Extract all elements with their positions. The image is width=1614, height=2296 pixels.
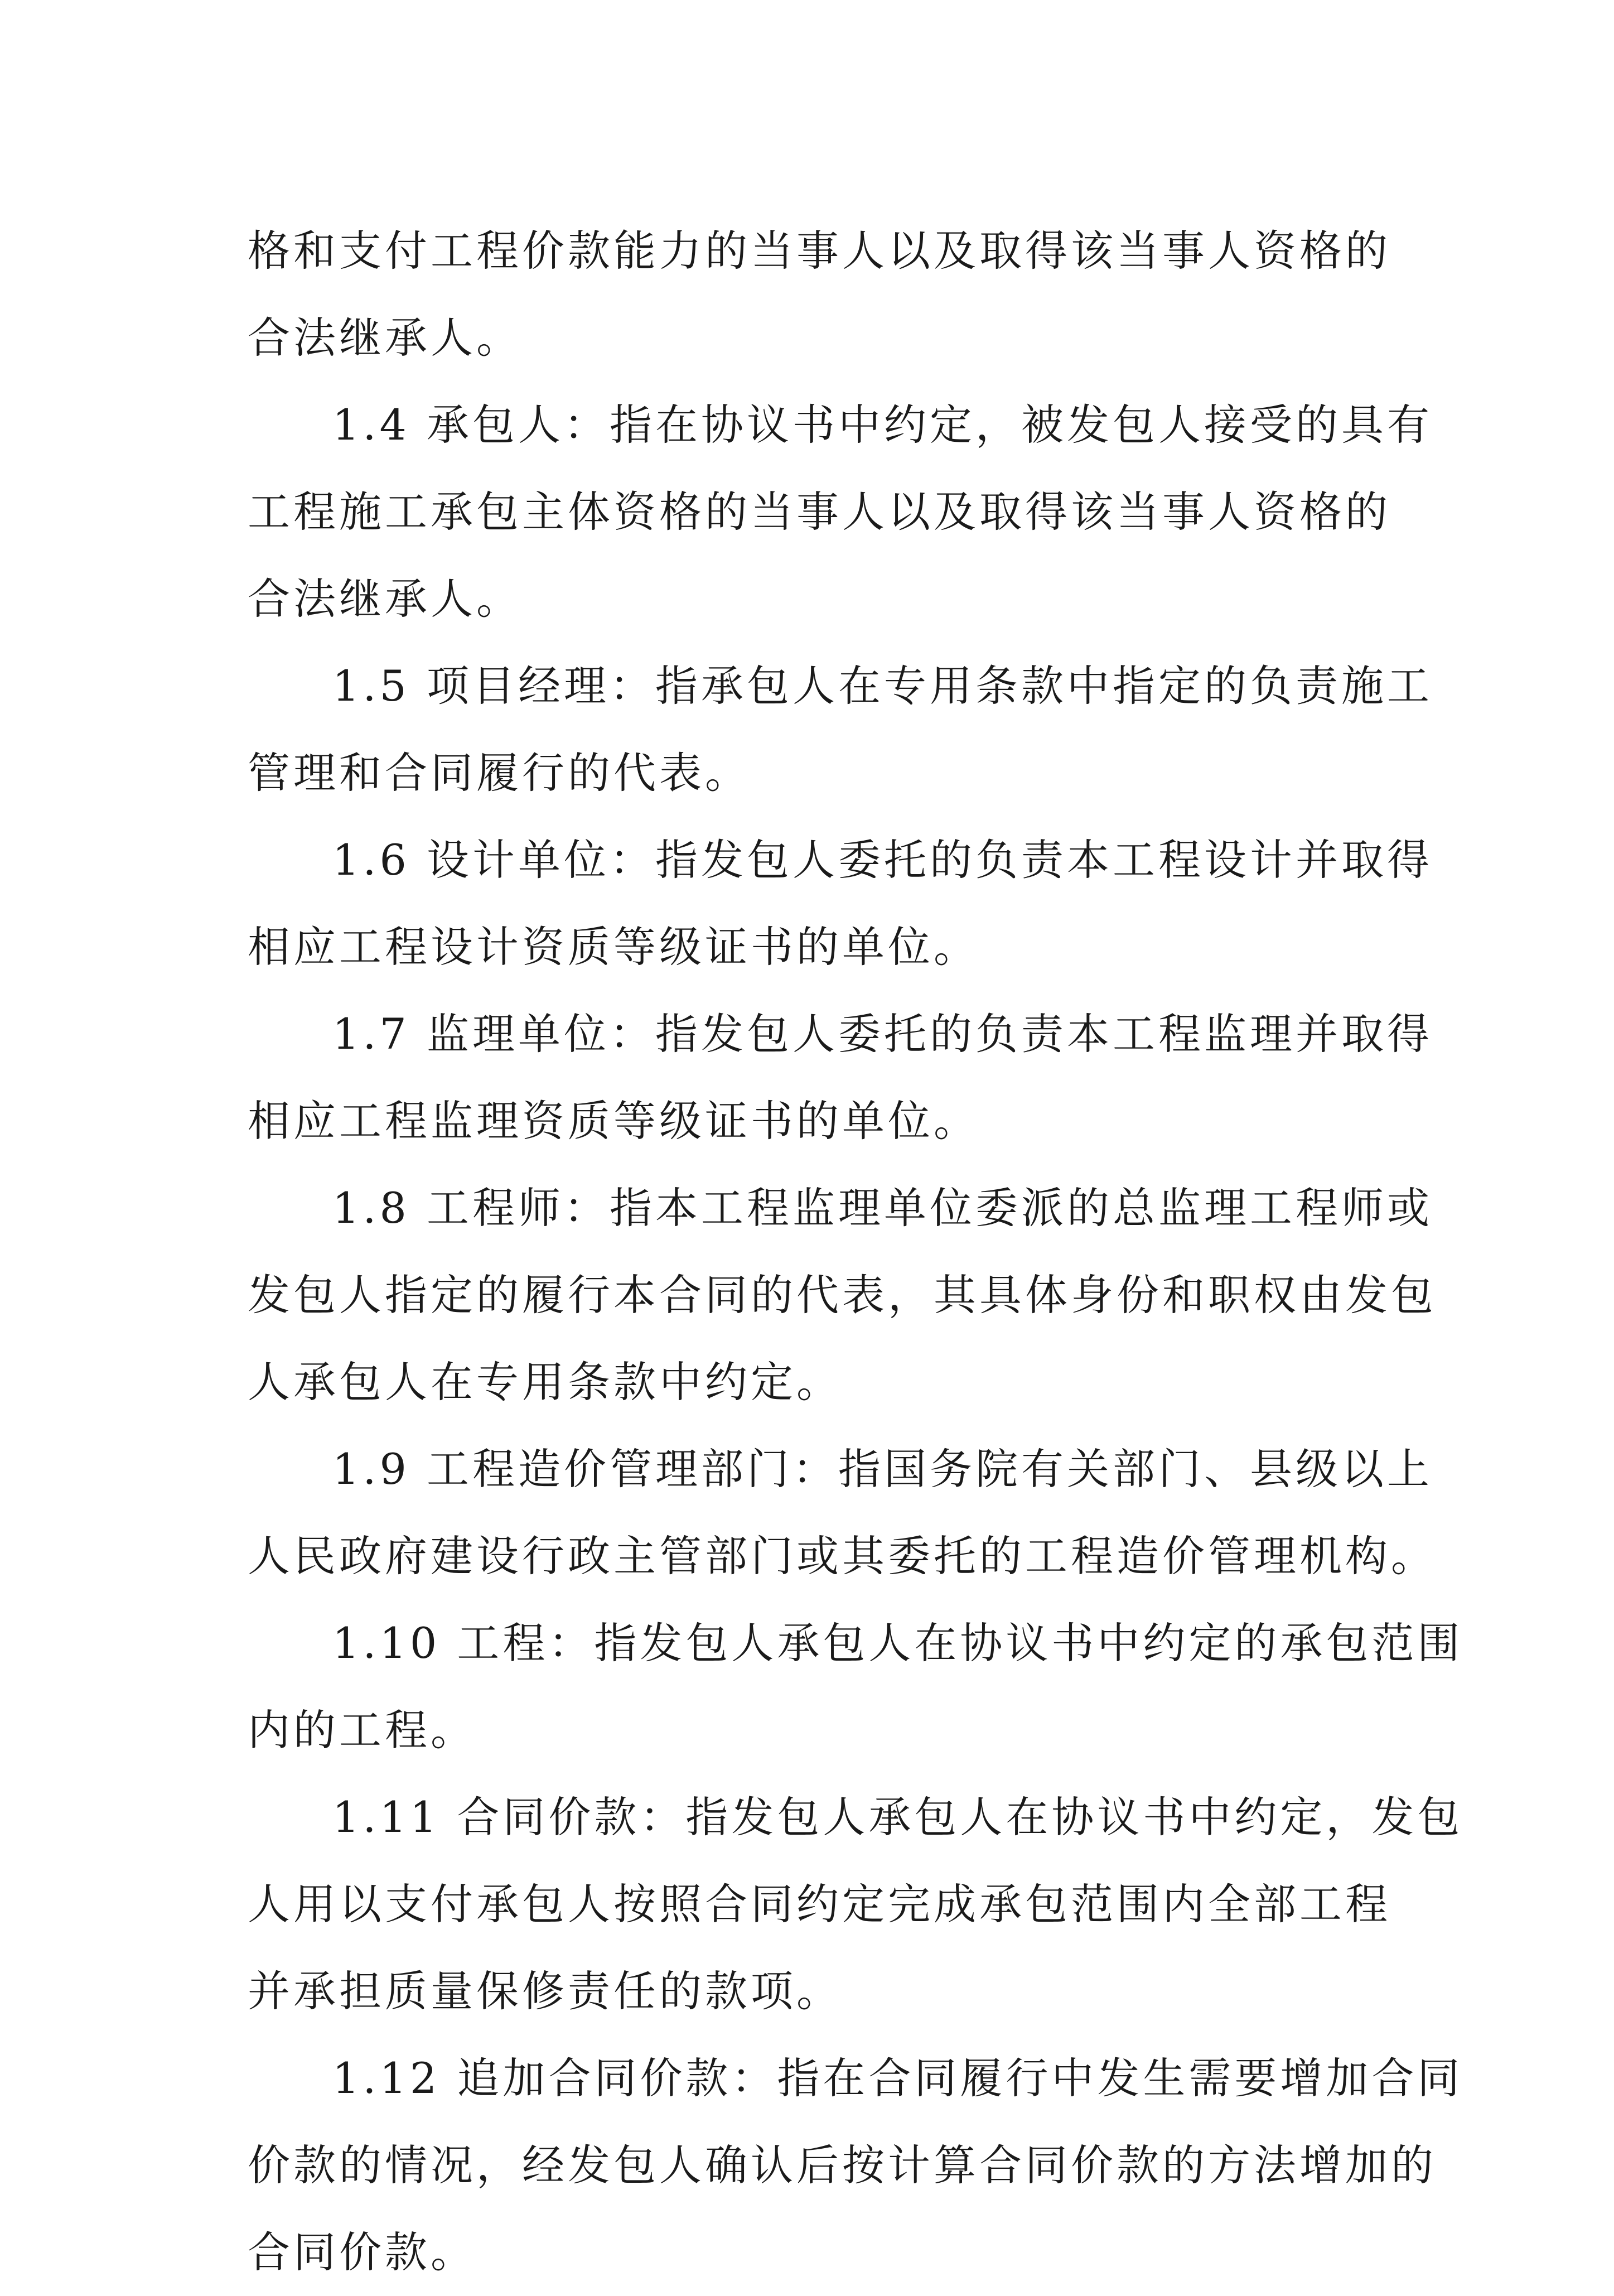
- contract-clauses-text: [248, 208, 1463, 2296]
- text-line: 人用以支付承包人按照合同约定完成承包范围内全部工程: [248, 1879, 1391, 1929]
- clause-1-8-line: 1.8 工程师：指本工程监理单位委派的总监理工程师或: [332, 1183, 1433, 1233]
- text-line: 相应工程设计资质等级证书的单位。: [248, 922, 979, 972]
- text-line: 并承担质量保修责任的款项。: [248, 1966, 842, 2016]
- text-line: 人民政府建设行政主管部门或其委托的工程造价管理机构。: [248, 1531, 1437, 1581]
- clause-1-6-line: 1.6 设计单位：指发包人委托的负责本工程设计并取得: [332, 835, 1433, 885]
- text-line: 合同价款。: [248, 2227, 476, 2277]
- text-line: 格和支付工程价款能力的当事人以及取得该当事人资格的: [248, 226, 1391, 276]
- text-line: 价款的情况，经发包人确认后按计算合同价款的方法增加的: [248, 2140, 1437, 2190]
- text-line: 人承包人在专用条款中约定。: [248, 1357, 842, 1407]
- clause-1-5-line: 1.5 项目经理：指承包人在专用条款中指定的负责施工: [332, 661, 1433, 711]
- text-line: 合法继承人。: [248, 574, 522, 624]
- clause-1-12-line: 1.12 追加合同价款：指在合同履行中发生需要增加合同: [332, 2053, 1463, 2103]
- text-line: 内的工程。: [248, 1705, 476, 1755]
- text-line: 工程施工承包主体资格的当事人以及取得该当事人资格的: [248, 487, 1391, 537]
- text-line: 相应工程监理资质等级证书的单位。: [248, 1096, 979, 1146]
- text-line: 管理和合同履行的代表。: [248, 748, 751, 798]
- clause-1-9-line: 1.9 工程造价管理部门：指国务院有关部门、县级以上: [332, 1444, 1433, 1494]
- clause-1-10-line: 1.10 工程：指发包人承包人在协议书中约定的承包范围: [332, 1618, 1463, 1668]
- text-line: 合法继承人。: [248, 313, 522, 363]
- clause-1-4-line: 1.4 承包人：指在协议书中约定，被发包人接受的具有: [332, 400, 1433, 450]
- clause-1-11-line: 1.11 合同价款：指发包人承包人在协议书中约定，发包: [332, 1792, 1463, 1842]
- text-line: 发包人指定的履行本合同的代表，其具体身份和职权由发包: [248, 1270, 1437, 1320]
- clause-1-7-line: 1.7 监理单位：指发包人委托的负责本工程监理并取得: [332, 1009, 1433, 1059]
